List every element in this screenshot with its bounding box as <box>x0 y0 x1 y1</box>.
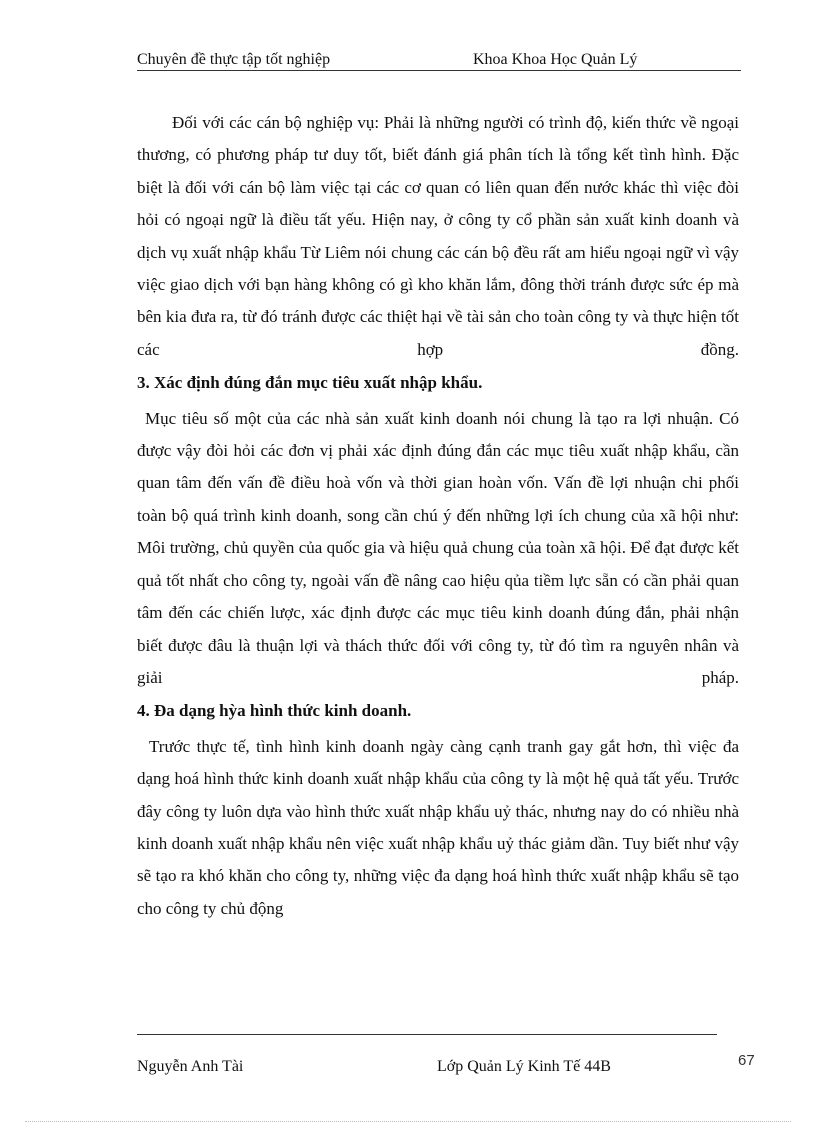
paragraph-diversification: Trước thực tế, tình hình kinh doanh ngày càng cạnh tranh gay gắt hơn, thì việc đa dạng hoá hình thức kinh doanh xuất nhập khẩu của công ty là một hệ quả tất yếu. Trước đây công ty luôn dựa vào hình thức xuất nhập khẩu uỷ thác, nhưng nay do có nhiều nhà kinh doanh xuất nhập khẩu nên việc xuất nhập khẩu uỷ thác giảm dần. Tuy biết như vậy sẽ tạo ra khó khăn cho công ty, những việc đa dạng hoá hình thức xuất nhập khẩu sẽ tạo cho công ty chủ động <box>137 736 739 918</box>
header-faculty: Khoa Khoa Học Quản Lý <box>473 51 638 68</box>
document-body <box>137 107 739 925</box>
page-footer <box>137 1034 717 1075</box>
paragraph-staff-skills: Đối với các cán bộ nghiệp vụ: Phải là những người có trình độ, kiến thức về ngoại thương, có phương pháp tư duy tốt, biết đánh giá phân tích là tổng kết tình hình. Đặc biệt là đối với cán bộ làm việc tại các cơ quan có liên quan đến nước khác thì việc đòi hỏi có ngoại ngữ là điều tất yếu. Hiện nay, ở công ty cổ phần sản xuất kinh doanh và dịch vụ xuất nhập khẩu Từ Liêm nói chung các cán bộ đều rất am hiểu ngoại ngữ vì vậy việc giao dịch với bạn hàng không có gì kho khăn lắm, đông thời tránh được sức ép mà bên kia đưa ra, từ đó tránh được các thiệt hại về tài sản cho toàn công ty và thực hiện tốt các hợp đồng. <box>137 113 739 359</box>
page-header <box>137 50 741 71</box>
page-edge-divider <box>25 1121 791 1122</box>
header-course-title: Chuyên đề thực tập tốt nghiệp <box>137 51 331 68</box>
footer-class: Lớp Quản Lý Kinh Tế 44B <box>437 1058 611 1075</box>
section-heading-3: 3. Xác định đúng đắn mục tiêu xuất nhập khẩu. <box>137 373 483 393</box>
paragraph-objectives: Mục tiêu số một của các nhà sản xuất kinh doanh nói chung là tạo ra lợi nhuận. Có được vậy đòi hỏi các đơn vị phải xác định đúng đắn các mục tiêu xuất nhập khẩu, cần quan tâm đến vấn đề điều hoà vốn và thời gian hoàn vốn. Vấn đề lợi nhuận chi phối toàn bộ quá trình kinh doanh, song cần chú ý đến những lợi ích chung của xã hội như: Môi trường, chủ quyền của quốc gia và hiệu quả chung của toàn xã hội. Để đạt được kết quả tốt nhất cho công ty, ngoài vấn đề nâng cao hiệu qủa tiềm lực sẵn có cần phải quan tâm đến các chiến lược, xác định được các mục tiêu kinh doanh đúng đắn, phải nhận biết được đâu là thuận lợi và thách thức đối với công ty, từ đó tìm ra nguyên nhân và giải pháp. <box>137 408 739 687</box>
footer-author: Nguyễn Anh Tài <box>137 1058 244 1075</box>
section-heading-4: 4. Đa dạng hỳa hình thức kinh doanh. <box>137 701 412 721</box>
page-number: 67 <box>738 1052 755 1069</box>
